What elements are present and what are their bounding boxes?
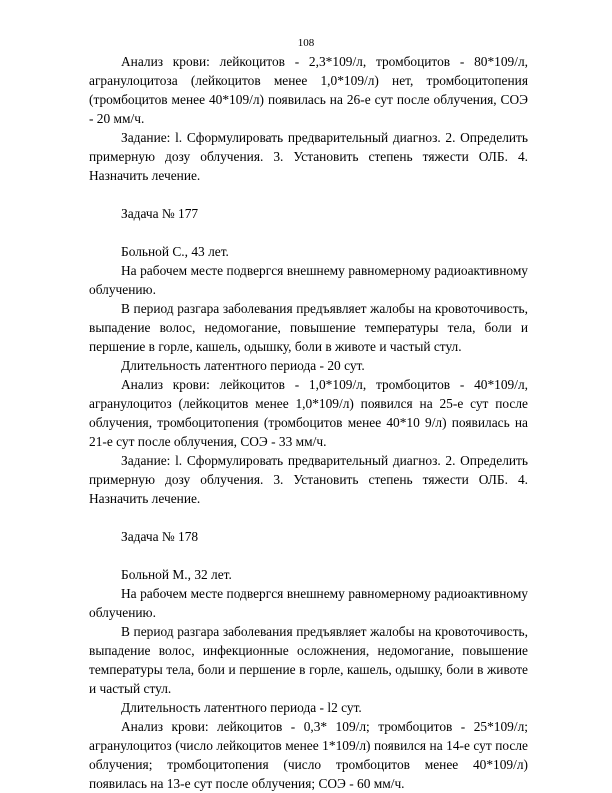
patient-line: Больной М., 32 лет. [121,567,232,582]
task-title-178: Задача № 178 [121,529,199,544]
blood-analysis-paragraph: Анализ крови: лейкоцитов - 1,0*109/л, тромбоцитов - 40*109/л, агранулоцитоз (лейкоцитов менее 1,0*109/л) появился на 25-е сут после облучения, тромбоцитопения (тромбоцитов менее 40*10 9/л) появилась на 21-е сут после облучения, СОЭ - 33 мм/ч. [89,377,528,449]
spacer [89,185,528,204]
patient-line: Больной С., 43 лет. [121,244,229,259]
task-title-177: Задача № 177 [121,206,199,221]
complaints-paragraph: В период разгара заболевания предъявляет жалобы на кровоточивость, выпадение волос, недомогание, повышение температуры тела, боли и першение в горле, кашель, одышку, боли в животе и частый стул. [89,301,528,354]
blood-analysis-paragraph: Анализ крови: лейкоцитов - 0,3* 109/л; тромбоцитов - 25*109/л; агранулоцитоз (число лейкоцитов менее 1*109/л) появился на 14-е сут после облучения; тромбоцитопения (число тромбоцитов менее 40*109/л) появилась на 13-е сут после облучения; СОЭ - 60 мм/ч. [89,719,528,791]
complaints-paragraph: В период разгара заболевания предъявляет жалобы на кровоточивость, выпадение волос, инфекционные осложнения, недомогание, повышение температуры тела, боли и першение в горле, кашель, одышку, боли в животе и частый стул. [89,624,528,696]
task-assignment-paragraph: Задание: l. Сформулировать предварительный диагноз. 2. Определить примерную дозу облучения. 3. Установить степень тяжести ОЛБ. 4. Назначить лечение. [89,453,528,506]
latent-period-paragraph: Длительность латентного периода - l2 сут. [121,700,362,715]
page-body [89,52,528,793]
latent-period-paragraph: Длительность латентного периода - 20 сут. [121,358,365,373]
blood-analysis-paragraph: Анализ крови: лейкоцитов - 2,3*109/л, тромбоцитов - 80*109/л, агранулоцитоза (лейкоцитов менее 1,0*109/л) нет, тромбоцитопения (тромбоцитов менее 40*109/л) появилась на 26-е сут после облучения, СОЭ - 20 мм/ч. [89,54,528,126]
spacer [89,223,528,242]
spacer [89,508,528,527]
exposure-paragraph: На рабочем месте подвергся внешнему равномерному радиоактивному облучению. [89,263,528,297]
spacer [89,546,528,565]
page-number: 108 [297,37,315,49]
exposure-paragraph: На рабочем месте подвергся внешнему равномерному радиоактивному облучению. [89,586,528,620]
task-assignment-paragraph: Задание: l. Сформулировать предварительный диагноз. 2. Определить примерную дозу облучения. 3. Установить степень тяжести ОЛБ. 4. Назначить лечение. [89,130,528,183]
